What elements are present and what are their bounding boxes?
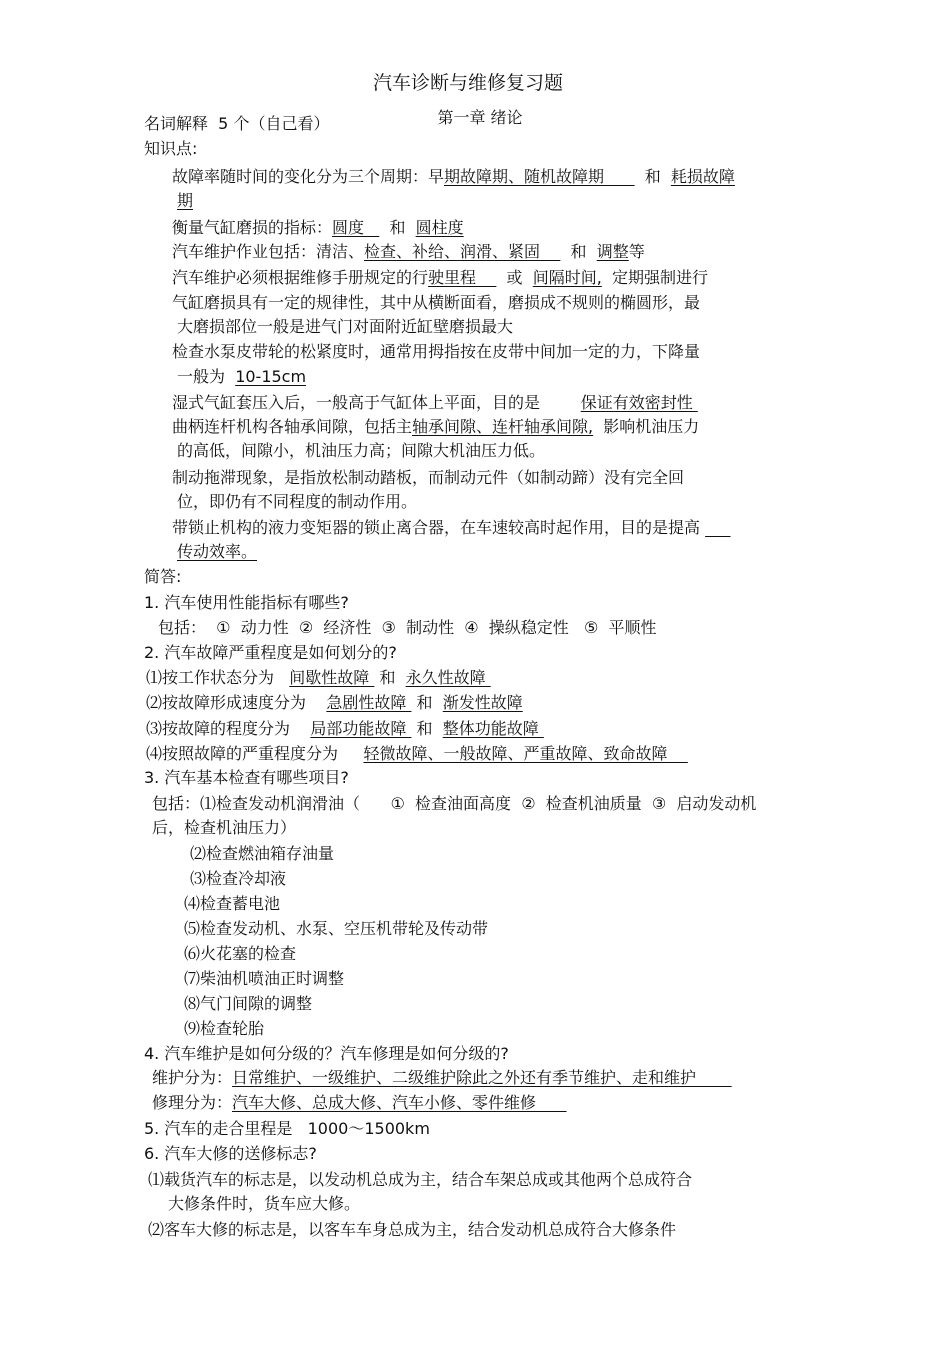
text-span: 大磨损部位一般是进气门对面附近缸壁磨损最大 xyxy=(177,317,514,336)
chapter-heading: 第一章 绪论 xyxy=(437,108,523,127)
underlined-answer: 圆度 xyxy=(332,218,380,237)
text-line xyxy=(144,113,329,135)
text-span: 或 xyxy=(496,268,533,287)
underlined-answer: 局部功能故障 xyxy=(310,719,412,738)
text-span: 维护分为： xyxy=(152,1068,233,1087)
text-line xyxy=(172,241,645,263)
text-span: 6. 汽车大修的送修标志? xyxy=(144,1144,317,1163)
text-span: 曲柄连杆机构各轴承间隙，包括主 xyxy=(172,417,413,436)
text-span: 一般为 xyxy=(177,367,236,386)
underlined-answer xyxy=(705,518,730,537)
text-line xyxy=(184,968,344,990)
text-span: 3. 汽车基本检查有哪些项目? xyxy=(144,768,349,787)
text-line xyxy=(172,517,731,539)
text-line xyxy=(144,1118,430,1140)
underlined-answer: 整体功能故障 xyxy=(442,719,544,738)
text-line xyxy=(172,467,684,489)
text-span: 故障率随时间的变化分为三个周期：早 xyxy=(172,167,445,186)
underlined-answer: 日常维护、一级维护、二级维护除此之外还有季节维护、走和维护 xyxy=(232,1068,732,1087)
text-line xyxy=(184,993,312,1015)
underlined-answer: 调整 xyxy=(596,242,629,261)
text-span: ⑵检查燃油箱存油量 xyxy=(190,844,335,863)
text-line xyxy=(144,566,181,588)
text-line xyxy=(172,166,735,188)
text-line xyxy=(184,1018,264,1040)
underlined-answer: 急剧性故障 xyxy=(326,693,412,712)
text-line xyxy=(184,918,488,940)
text-span: 知识点: xyxy=(144,139,198,158)
text-span: 修理分为： xyxy=(152,1093,233,1112)
text-span: 和 xyxy=(560,242,597,261)
underlined-answer: 期故障期、随机故障期 xyxy=(444,167,635,186)
text-span: ⑷检查蓄电池 xyxy=(184,894,281,913)
text-span: ⑼检查轮胎 xyxy=(184,1019,265,1038)
text-span: 5. 汽车的走合里程是 1000～1500km xyxy=(144,1119,430,1138)
text-line xyxy=(172,292,700,314)
text-span: 带锁止机构的液力变矩器的锁止离合器，在车速较高时起作用，目的是提高 xyxy=(172,518,706,537)
underlined-answer: 渐发性故障 xyxy=(442,693,523,712)
underlined-answer: 10-15cm xyxy=(235,367,307,386)
text-span: 制动拖滞现象，是指放松制动踏板，而制动元件（如制动蹄）没有完全回 xyxy=(172,468,685,487)
text-line xyxy=(152,1092,567,1114)
text-line xyxy=(177,440,545,462)
text-line xyxy=(172,267,708,289)
text-line xyxy=(172,416,699,438)
text-line xyxy=(152,817,296,839)
text-line xyxy=(184,943,296,965)
text-span: 和 xyxy=(634,167,671,186)
text-line xyxy=(148,1169,692,1191)
underlined-answer: 汽车大修、总成大修、汽车小修、零件维修 xyxy=(232,1093,567,1112)
text-line xyxy=(177,316,513,338)
text-span: 和 xyxy=(379,218,416,237)
underlined-answer: 耗损故障 xyxy=(670,167,735,186)
underlined-answer: 轴承间隙、连杆轴承间隙, xyxy=(412,417,594,436)
text-span: 汽车维护作业包括：清洁、 xyxy=(172,242,365,261)
text-span: 4. 汽车维护是如何分级的？汽车修理是如何分级的? xyxy=(144,1044,509,1063)
text-span: ⑻气门间隙的调整 xyxy=(184,994,313,1013)
text-span: 影响机油压力 xyxy=(593,417,700,436)
underlined-answer: 圆柱度 xyxy=(415,218,464,237)
text-line xyxy=(144,1043,509,1065)
text-span: 包括：⑴检查发动机润滑油（ ① 检查油面高度 ② 检查机油质量 ③ 启动发动机 xyxy=(152,794,757,813)
underlined-answer: 驶里程 xyxy=(428,268,497,287)
text-span: 汽车维护必须根据维修手册规定的行 xyxy=(172,268,429,287)
text-span: ⑶按故障的程度分为 xyxy=(146,719,311,738)
text-span: 简答: xyxy=(144,567,182,586)
text-span: ⑴载货汽车的标志是，以发动机总成为主，结合车架总成或其他两个总成符合 xyxy=(148,1170,693,1189)
text-span: ⑺柴油机喷油正时调整 xyxy=(184,969,345,988)
underlined-answer: 间歇性故障 xyxy=(289,668,375,687)
underlined-answer: 间隔时间, xyxy=(532,268,602,287)
text-line xyxy=(168,1193,360,1215)
text-span: ⑷按照故障的严重程度分为 xyxy=(146,744,364,763)
underlined-answer: 期 xyxy=(177,191,194,210)
text-line xyxy=(144,642,397,664)
text-span: 2. 汽车故障严重程度是如何划分的? xyxy=(144,643,397,662)
underlined-answer: 永久性故障 xyxy=(405,668,491,687)
text-span: ⑵按故障形成速度分为 xyxy=(146,693,327,712)
text-span: 等 xyxy=(628,242,645,261)
document-title: 汽车诊断与维修复习题 xyxy=(372,72,563,94)
underlined-answer: 检查、补给、润滑、紧固 xyxy=(364,242,561,261)
text-line xyxy=(177,541,257,563)
text-line xyxy=(144,767,349,789)
text-span: 位，即仍有不同程度的制动作用。 xyxy=(177,492,418,511)
text-span: 检查水泵皮带轮的松紧度时，通常用拇指按在皮带中间加一定的力，下降量 xyxy=(172,342,701,361)
text-span: ⑵客车大修的标志是，以客车车身总成为主，结合发动机总成符合大修条件 xyxy=(148,1220,677,1239)
text-line xyxy=(152,793,756,815)
text-line xyxy=(152,1067,732,1089)
text-span: ⑴按工作状态分为 xyxy=(146,668,290,687)
text-span: ⑶检查冷却液 xyxy=(190,869,287,888)
text-line xyxy=(172,217,464,239)
text-line xyxy=(146,743,688,765)
text-line xyxy=(146,692,523,714)
text-span: 名词解释 5 个（自己看） xyxy=(144,114,330,133)
text-line xyxy=(177,491,417,513)
text-span: ⑹火花塞的检查 xyxy=(184,944,297,963)
text-line xyxy=(148,1219,676,1241)
text-line xyxy=(177,366,306,388)
text-line xyxy=(158,617,657,639)
text-line xyxy=(184,893,280,915)
text-span: 和 xyxy=(411,719,443,738)
text-line xyxy=(144,138,197,160)
text-span: ⑸检查发动机、水泵、空压机带轮及传动带 xyxy=(184,919,489,938)
underlined-answer: 保证有效密封性 xyxy=(580,393,698,412)
text-span: 包括： ① 动力性 ② 经济性 ③ 制动性 ④ 操纵稳定性 ⑤ 平顺性 xyxy=(158,618,657,637)
text-span: 后，检查机油压力） xyxy=(152,818,297,837)
text-line xyxy=(177,190,193,212)
text-line xyxy=(144,592,349,614)
text-line xyxy=(144,1143,317,1165)
text-line xyxy=(146,718,544,740)
underlined-answer: 轻微故障、一般故障、严重故障、致命故障 xyxy=(363,744,688,763)
text-span: 的高低，间隙小，机油压力高；间隙大机油压力低。 xyxy=(177,441,546,460)
text-span: 气缸磨损具有一定的规律性，其中从横断面看，磨损成不规则的椭圆形，最 xyxy=(172,293,701,312)
text-span: 定期强制进行 xyxy=(601,268,709,287)
text-span: 1. 汽车使用性能指标有哪些? xyxy=(144,593,349,612)
text-line xyxy=(172,392,698,414)
text-span: 湿式气缸套压入后，一般高于气缸体上平面，目的是 xyxy=(172,393,581,412)
text-line xyxy=(190,843,334,865)
text-span: 和 xyxy=(374,668,406,687)
text-line xyxy=(172,341,700,363)
text-span: 衡量气缸磨损的指标： xyxy=(172,218,333,237)
underlined-answer: 传动效率。 xyxy=(177,542,258,561)
text-span: 和 xyxy=(411,693,443,712)
text-span: 大修条件时，货车应大修。 xyxy=(168,1194,361,1213)
text-line xyxy=(190,868,286,890)
text-line xyxy=(146,667,491,689)
